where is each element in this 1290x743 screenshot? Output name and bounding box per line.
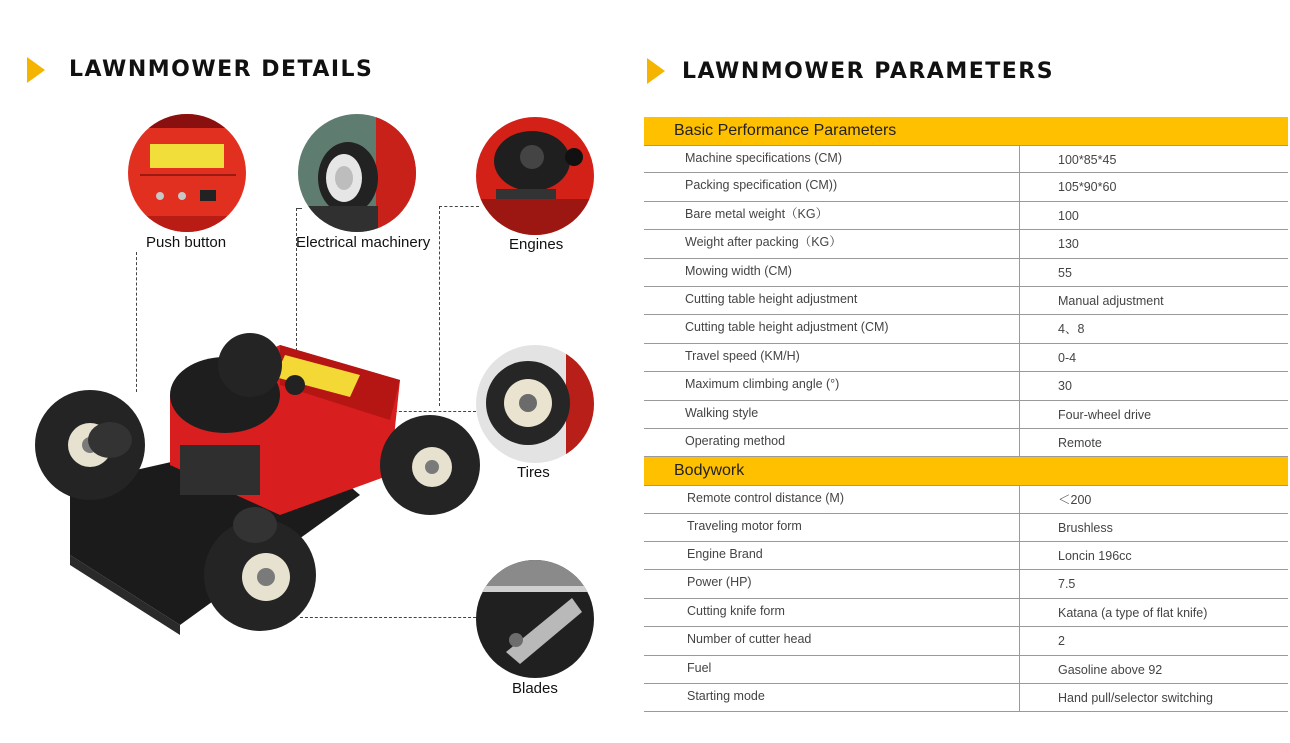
param-value: 7.5 xyxy=(1058,577,1076,592)
table-row xyxy=(644,259,1288,287)
blades-label: Blades xyxy=(512,680,558,697)
tires-photo xyxy=(476,345,594,463)
left-title-arrow-icon xyxy=(27,57,45,83)
table-row xyxy=(644,230,1288,258)
table-row xyxy=(644,485,1288,513)
table-row xyxy=(644,656,1288,684)
table-row xyxy=(644,514,1288,542)
bodywork-rows xyxy=(644,485,1288,712)
table-row xyxy=(644,287,1288,315)
param-value: Remote xyxy=(1058,435,1102,450)
param-value: 105*90*60 xyxy=(1058,180,1117,195)
param-name: Operating method xyxy=(644,429,1020,456)
param-value: Brushless xyxy=(1058,520,1113,535)
blades-photo xyxy=(476,560,594,678)
right-title-arrow-icon xyxy=(647,58,665,84)
param-name: Packing specification (CM)) xyxy=(644,173,1020,200)
param-name: Walking style xyxy=(644,401,1020,428)
param-name: Cutting table height adjustment (CM) xyxy=(644,315,1020,342)
tires-label: Tires xyxy=(517,464,550,481)
param-value: 55 xyxy=(1058,265,1072,280)
param-name: Cutting knife form xyxy=(644,599,1020,626)
param-value: 0-4 xyxy=(1058,350,1077,365)
param-name: Traveling motor form xyxy=(644,514,1020,541)
engines-photo xyxy=(476,117,594,235)
param-name: Power (HP) xyxy=(644,570,1020,597)
param-name: Weight after packing（KG） xyxy=(644,230,1020,257)
push-button-label: Push button xyxy=(146,234,227,251)
param-value: 4、8 xyxy=(1058,322,1085,337)
param-name: Travel speed (KM/H) xyxy=(644,344,1020,371)
param-name: Bare metal weight（KG） xyxy=(644,202,1020,229)
param-value: Hand pull/selector switching xyxy=(1058,691,1213,706)
param-value: ＜200 xyxy=(1058,493,1092,508)
section-header-bodywork: Bodywork xyxy=(644,457,1288,485)
lawnmower-photo xyxy=(30,325,480,645)
table-row xyxy=(644,202,1288,230)
table-row xyxy=(644,599,1288,627)
connector-electrical-h xyxy=(296,208,302,209)
parameters-title: LAWNMOWER PARAMETERS xyxy=(682,59,1055,84)
param-name: Mowing width (CM) xyxy=(644,259,1020,286)
table-row xyxy=(644,401,1288,429)
table-row xyxy=(644,145,1288,173)
param-value: Loncin 196cc xyxy=(1058,549,1132,564)
param-name: Starting mode xyxy=(644,684,1020,711)
param-value: 30 xyxy=(1058,379,1072,394)
param-value: Manual adjustment xyxy=(1058,293,1164,308)
param-value: Four-wheel drive xyxy=(1058,407,1152,422)
table-row xyxy=(644,344,1288,372)
section-header-basic: Basic Performance Parameters xyxy=(644,117,1288,145)
param-name: Fuel xyxy=(644,656,1020,683)
electrical-machinery-label: Electrical machinery xyxy=(296,234,431,251)
param-name: Cutting table height adjustment xyxy=(644,287,1020,314)
param-name: Machine specifications (CM) xyxy=(644,146,1020,172)
param-name: Maximum climbing angle (°) xyxy=(644,372,1020,399)
electrical-machinery-photo xyxy=(298,114,416,232)
table-row xyxy=(644,684,1288,712)
param-value: 100 xyxy=(1058,208,1079,223)
engines-label: Engines xyxy=(509,236,564,253)
table-row xyxy=(644,627,1288,655)
parameters-table xyxy=(644,117,1288,712)
table-row xyxy=(644,372,1288,400)
table-row xyxy=(644,173,1288,201)
push-button-photo xyxy=(128,114,246,232)
param-value: 100*85*45 xyxy=(1058,153,1117,167)
param-value: Katana (a type of flat knife) xyxy=(1058,605,1208,620)
table-row xyxy=(644,315,1288,343)
table-row xyxy=(644,542,1288,570)
basic-performance-rows xyxy=(644,145,1288,457)
param-name: Engine Brand xyxy=(644,542,1020,569)
table-row xyxy=(644,429,1288,457)
param-name: Remote control distance (M) xyxy=(644,486,1020,512)
param-value: Gasoline above 92 xyxy=(1058,662,1163,677)
table-row xyxy=(644,570,1288,598)
param-name: Number of cutter head xyxy=(644,627,1020,654)
param-value: 130 xyxy=(1058,237,1079,252)
param-value: 2 xyxy=(1058,634,1065,649)
details-title: LAWNMOWER DETAILS xyxy=(69,57,374,82)
connector-engines-h xyxy=(439,206,479,207)
